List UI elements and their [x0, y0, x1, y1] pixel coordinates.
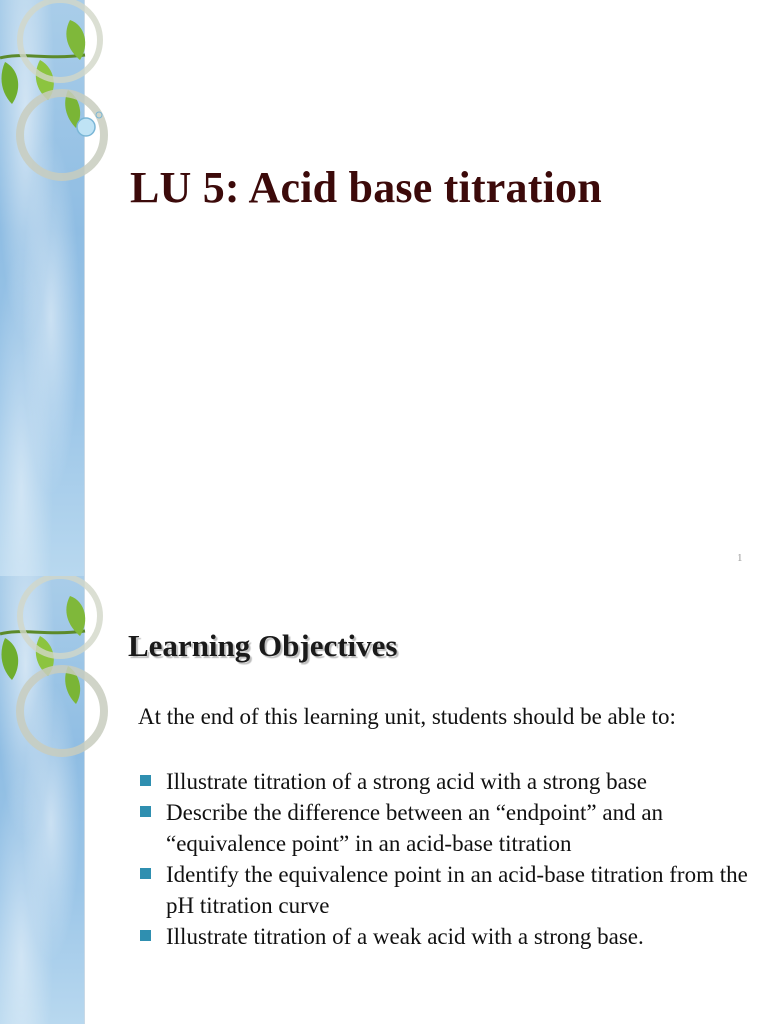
slide-number: 1	[737, 552, 743, 564]
slide-title: LU 5: Acid base titration	[130, 163, 602, 212]
square-bullet-icon	[140, 775, 151, 786]
objectives-intro: At the end of this learning unit, students should be able to:	[138, 704, 676, 729]
objective-text: Identify the equivalence point in an acid-base titration from the pH titration curve	[166, 862, 748, 918]
objectives-list	[138, 766, 758, 952]
list-item	[138, 921, 758, 952]
leaf-ring-decoration-icon	[0, 576, 110, 776]
objectives-heading: Learning Objectives	[128, 628, 398, 663]
leaf-ring-decoration-icon	[0, 0, 110, 200]
objective-text: Describe the difference between an “endpoint” and an “equivalence point” in an acid-base titration	[166, 800, 664, 856]
list-item	[138, 859, 758, 921]
objective-text: Illustrate titration of a weak acid with a strong base.	[166, 924, 644, 949]
square-bullet-icon	[140, 930, 151, 941]
square-bullet-icon	[140, 806, 151, 817]
objective-text: Illustrate titration of a strong acid with a strong base	[166, 769, 647, 794]
list-item	[138, 797, 758, 859]
square-bullet-icon	[140, 868, 151, 879]
objectives-slide	[0, 576, 768, 1024]
list-item	[138, 766, 758, 797]
